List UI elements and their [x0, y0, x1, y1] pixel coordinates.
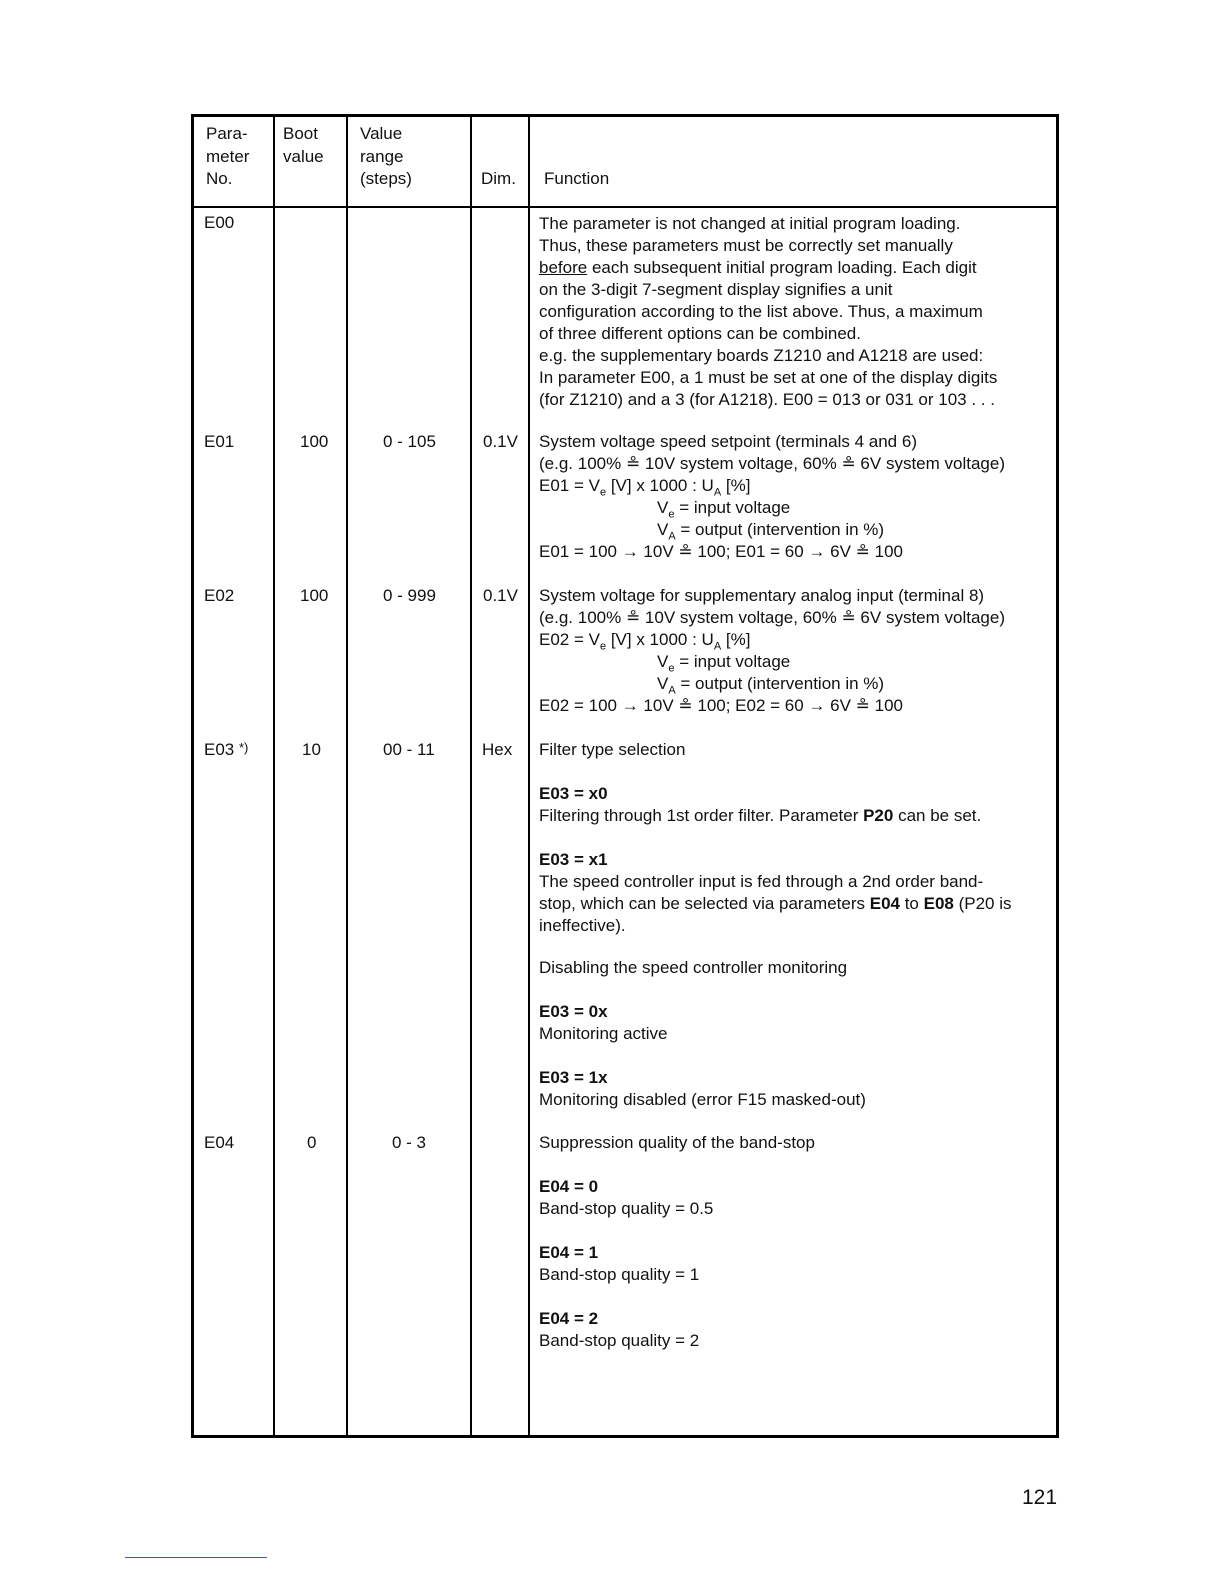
option-heading: E04 = 1: [539, 1243, 599, 1262]
boot-e02: 100: [300, 586, 329, 605]
option-heading: E04 = 0: [539, 1177, 599, 1196]
boot-e01: 100: [300, 432, 329, 451]
option-heading: E03 = 1x: [539, 1068, 608, 1087]
header-divider: [194, 206, 1056, 208]
param-e04: E04: [204, 1133, 235, 1152]
dim-e01: 0.1V: [483, 432, 518, 451]
dim-e02: 0.1V: [483, 586, 518, 605]
option-heading: E03 = x1: [539, 850, 608, 869]
column-divider: [346, 117, 348, 1435]
option-heading: E03 = 0x: [539, 1002, 608, 1021]
page-number: 121: [1022, 1486, 1058, 1509]
before-emphasis: before: [539, 258, 588, 277]
function-e00: The parameter is not changed at initial program loading. Thus, these parameters must be correctly set manually before each subsequent initial program loading. Each digit on the 3-digit 7-segment display signifies a unit configuration according to the list above. Thus, a maximum of three different options can be combined. e.g. the supplementary boards Z1210 and A1218 are used: In parameter E00, a 1 must be set at one of the display digits (for Z1210) and a 3 (for A1218). E00 = 013 or 031 or 103 . . .: [539, 214, 998, 409]
boot-e04: 0: [307, 1133, 317, 1152]
range-e01: 0 - 105: [383, 432, 436, 451]
option-heading: E03 = x0: [539, 784, 608, 803]
header-value-range: Value range (steps): [360, 124, 412, 188]
function-e04: Suppression quality of the band-stop E04 = 0 Band-stop quality = 0.5 E04 = 1 Band-stop quality = 1 E04 = 2 Band-stop quality = 2: [539, 1132, 1054, 1352]
range-e04: 0 - 3: [392, 1133, 427, 1152]
column-divider: [470, 117, 472, 1435]
header-function: Function: [544, 169, 610, 188]
boot-e03: 10: [302, 740, 321, 759]
header-param-no: Para- meter No.: [206, 124, 250, 188]
range-e02: 0 - 999: [383, 586, 436, 605]
column-divider: [528, 117, 530, 1435]
header-dim: Dim.: [481, 169, 516, 188]
dim-e03: Hex: [482, 740, 513, 759]
footnote-marker: *): [238, 740, 249, 755]
function-e02: System voltage for supplementary analog input (terminal 8) (e.g. 100% ≗ 10V system voltage, 60% ≗ 6V system voltage) $E02 = V_e$ [V] x 1000 : $U_A$ [%] $V_e$ = input voltage $V_A$ = output (intervention in %) E02 = 100 → 10V ≗ 100; E02 = 60 → 6V ≗ 100: [539, 586, 1005, 715]
param-e00: E00: [204, 213, 235, 232]
header-boot-value: Boot value: [283, 124, 324, 166]
parameter-table: [191, 114, 1059, 1438]
param-e03: E03 *): [204, 740, 249, 759]
range-e03: 00 - 11: [383, 740, 435, 759]
column-divider: [273, 117, 275, 1435]
param-e02: E02: [204, 586, 235, 605]
function-e01: System voltage speed setpoint (terminals 4 and 6) (e.g. 100% ≗ 10V system voltage, 60% ≗ 6V system voltage) $E01 = V_e$ [V] x 1000 : $U_A$ [%] $V_e$ = input voltage $V_A$ = output (intervention in %) E01 = 100 → 10V ≗ 100; E01 = 60 → 6V ≗ 100: [539, 432, 1005, 561]
footer-rule: [125, 1557, 267, 1558]
param-e01: E01: [204, 432, 235, 451]
option-heading: E04 = 2: [539, 1309, 599, 1328]
function-e03: Filter type selection E03 = x0 Filtering through 1st order filter. Parameter P20 can be set. E03 = x1 The speed controller input is fed through a 2nd order band- stop, which can be selected via parameters E04 to E08 (P20 is ineffective). Disabling the speed controller monitoring E03 = 0x Monitoring active E03 = 1x Monitoring disabled (error F15 masked-out): [539, 739, 1054, 1111]
